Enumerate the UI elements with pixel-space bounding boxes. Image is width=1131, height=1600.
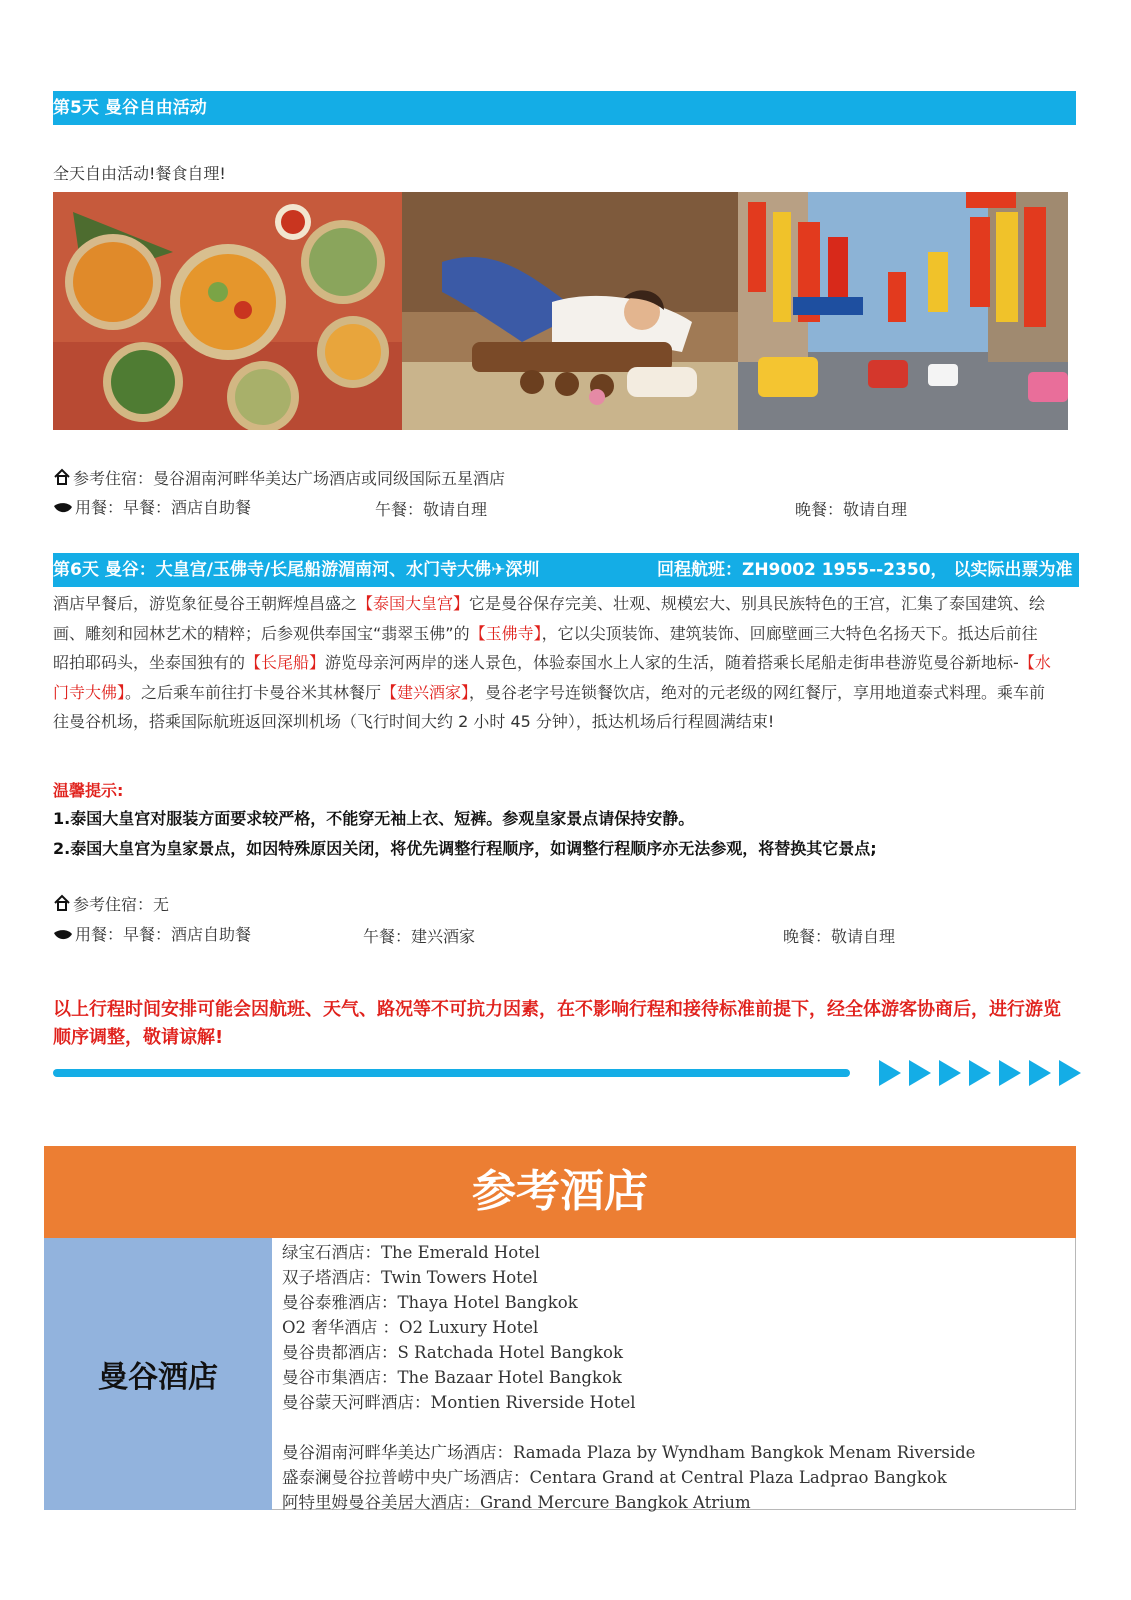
hotel-list-item: O2 奢华酒店 ：O2 Luxury Hotel	[282, 1318, 539, 1337]
chinatown-street-photo	[738, 192, 1068, 430]
home-icon	[53, 894, 71, 912]
hotel-list	[272, 1238, 1076, 1510]
grand-palace-highlight: 【泰国大皇宫】	[357, 594, 470, 613]
tip-item: 1.泰国大皇宫对服装方面要求较严格，不能穿无袖上衣、短裤。参观皇家景点请保持安静。	[53, 809, 695, 828]
emerald-buddha-highlight: 【玉佛寺】	[469, 623, 542, 643]
tip-item: 2.泰国大皇宫为皇家景点，如因特殊原因关闭，将优先调整行程顺序，如调整行程顺序亦无法参观，将替换其它景点;	[53, 839, 877, 858]
day6-title-bar	[53, 553, 1079, 587]
arrow-divider	[53, 1057, 1083, 1089]
longtail-boat-highlight: 【长尾船】	[245, 653, 326, 672]
day6-title: 第6天 曼谷：大皇宫/玉佛寺/长尾船游湄南河、水门寺大佛✈深圳	[53, 560, 540, 580]
tips-title: 温馨提示:	[53, 781, 124, 800]
hotel-list-item: 曼谷贵都酒店：S Ratchada Hotel Bangkok	[282, 1343, 623, 1362]
thai-food-photo	[53, 192, 402, 430]
day5-title-bar	[53, 91, 1076, 125]
day6-lodging: 参考住宿：无	[53, 892, 169, 915]
flight-info: 回程航班：ZH9002 1955--2350， 以实际出票为准	[657, 560, 1073, 580]
day5-lunch: 午餐：敬请自理	[375, 500, 488, 519]
hotel-list-item: 曼谷市集酒店：The Bazaar Hotel Bangkok	[282, 1368, 622, 1387]
hotel-list-item: 阿特里姆曼谷美居大酒店：Grand Mercure Bangkok Atrium	[282, 1493, 751, 1512]
schedule-notice: 以上行程时间安排可能会因航班、天气、路况等不可抗力因素，在不影响行程和接待标准前提下，经全体游客协商后，进行游览顺序调整，敬请谅解!	[53, 999, 1061, 1048]
restaurant-highlight: 【建兴酒家】	[381, 682, 470, 702]
hotel-city-label: 曼谷酒店	[44, 1238, 272, 1510]
home-icon	[53, 468, 71, 486]
thai-massage-photo	[402, 192, 738, 430]
hotel-list-item: 曼谷泰雅酒店：Thaya Hotel Bangkok	[282, 1293, 578, 1312]
meal-icon	[53, 928, 73, 942]
hotel-list-item: 曼谷湄南河畔华美达广场酒店：Ramada Plaza by Wyndham Bangkok Menam Riverside	[282, 1443, 976, 1462]
hotel-list-item: 盛泰澜曼谷拉普崂中央广场酒店：Centara Grand at Central Plaza Ladprao Bangkok	[282, 1468, 947, 1487]
day5-title: 第5天 曼谷自由活动	[53, 98, 207, 118]
hotel-list-item: 双子塔酒店：Twin Towers Hotel	[282, 1268, 538, 1287]
meal-icon	[53, 501, 73, 515]
day6-lunch: 午餐：建兴酒家	[363, 927, 476, 946]
day6-dinner: 晚餐：敬请自理	[783, 927, 896, 946]
hotel-list-item: 曼谷蒙天河畔酒店：Montien Riverside Hotel	[282, 1393, 636, 1412]
day6-itinerary: 酒店早餐后，游览象征曼谷王朝辉煌昌盛之【泰国大皇宫】它是曼谷保存完美、壮观、规模宏大、别具民族特色的王宫，汇集了泰国建筑、绘画、雕刻和园林艺术的精粹；后参观供奉国宝“翡翠玉佛”的【玉佛寺】，它以尖顶装饰、建筑装饰、回廊壁画三大特色名扬天下。抵达后前往昭拍耶码头，坐泰国独有的【长尾船】游览母亲河两岸的迷人景色，体验泰国水上人家的生活，随着搭乘长尾船走街串巷游览曼谷新地标-【水门寺大佛】。之后乘车前往打卡曼谷米其林餐厅【建兴酒家】，曼谷老字号连锁餐饮店，绝对的元老级的网红餐厅，享用地道泰式料理。乘车前往曼谷机场，搭乘国际航班返回深圳机场（飞行时间大约 2 小时 45 分钟），抵达机场后行程圆满结束!	[53, 594, 1051, 731]
day6-breakfast: 用餐：早餐：酒店自助餐	[53, 922, 251, 945]
day5-intro: 全天自由活动!餐食自理!	[53, 164, 226, 183]
hotel-section-header: 参考酒店	[44, 1146, 1076, 1238]
wat-paknam-highlight: 【水门寺大佛】	[53, 653, 1051, 702]
day5-breakfast: 用餐：早餐：酒店自助餐	[53, 495, 251, 518]
day5-lodging: 参考住宿：曼谷湄南河畔华美达广场酒店或同级国际五星酒店	[53, 466, 505, 489]
day5-dinner: 晚餐：敬请自理	[795, 500, 908, 519]
hotel-list-item: 绿宝石酒店：The Emerald Hotel	[282, 1243, 540, 1262]
